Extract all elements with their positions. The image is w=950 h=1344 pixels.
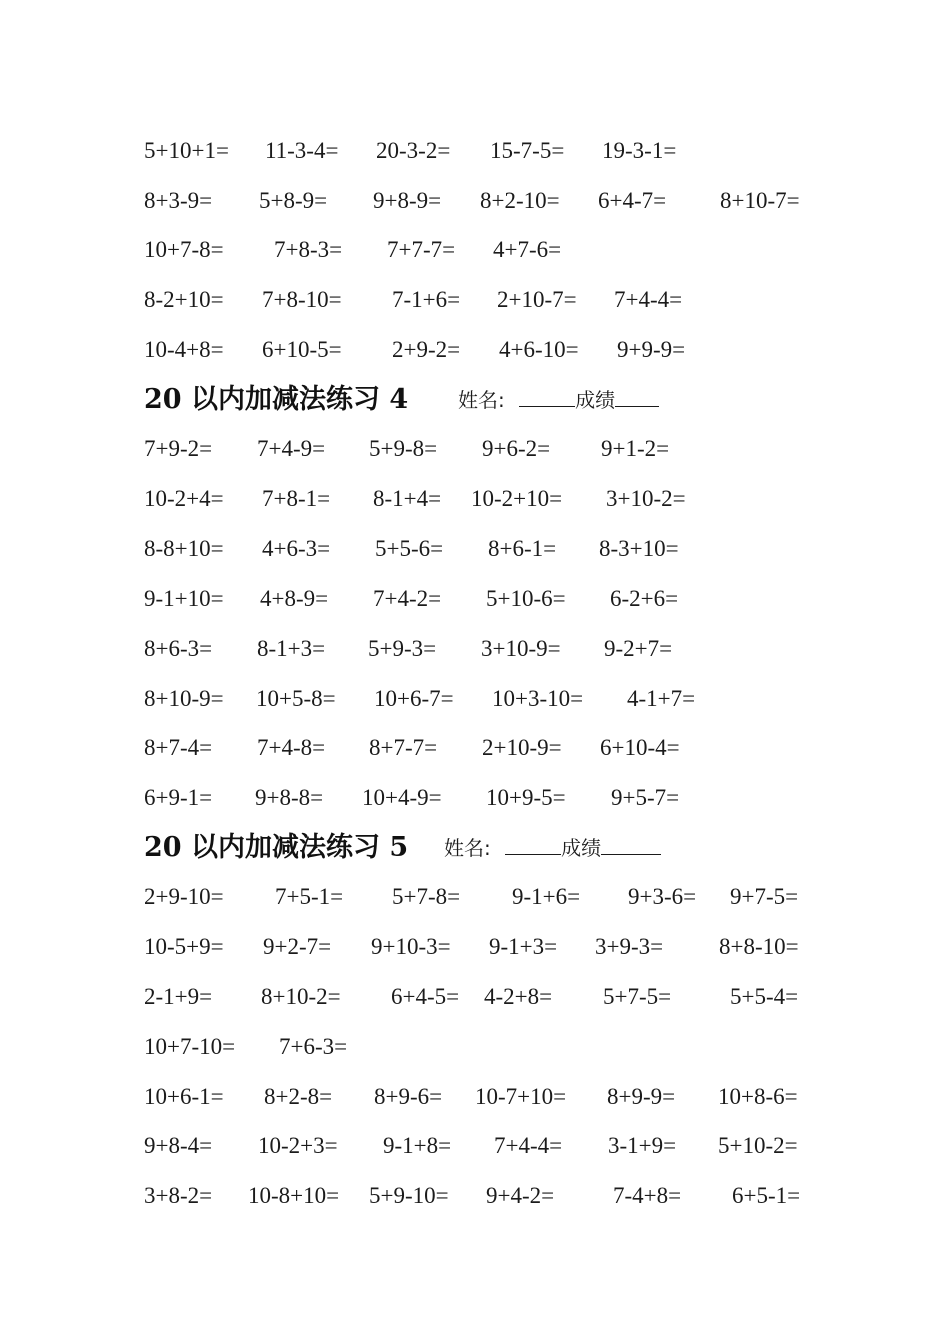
problem: 10-7+10=	[475, 1084, 567, 1109]
problem: 7+8-10=	[262, 287, 342, 312]
name-label: 姓名:	[458, 388, 505, 412]
problem-row	[0, 280, 950, 320]
score-blank[interactable]	[601, 840, 661, 855]
name-blank[interactable]	[505, 840, 561, 855]
problem: 3-1+9=	[608, 1133, 677, 1158]
problem: 7-4+8=	[613, 1183, 682, 1208]
problem: 9+9-9=	[617, 337, 686, 362]
problem-row	[0, 1176, 950, 1216]
problem-row	[0, 1077, 950, 1117]
problem: 10-2+10=	[471, 486, 563, 511]
problem: 10+3-10=	[492, 686, 584, 711]
problem: 10-2+4=	[144, 486, 224, 511]
sheet-heading	[0, 378, 950, 422]
problem-row	[0, 429, 950, 469]
problem: 9+7-5=	[730, 884, 799, 909]
problem: 10-2+3=	[258, 1133, 338, 1158]
problem: 7+7-7=	[387, 237, 456, 262]
problem: 7+4-8=	[257, 735, 326, 760]
problem: 10+5-8=	[256, 686, 336, 711]
problem: 3+8-2=	[144, 1183, 213, 1208]
problem: 9-1+6=	[512, 884, 581, 909]
name-label: 姓名:	[444, 836, 491, 860]
problem: 7+6-3=	[279, 1034, 348, 1059]
score-label: 成绩	[561, 836, 602, 860]
problem: 2+10-7=	[497, 287, 577, 312]
sheet-heading	[0, 826, 950, 870]
problem: 8+6-3=	[144, 636, 213, 661]
problem: 9-1+8=	[383, 1133, 452, 1158]
problem: 9+8-4=	[144, 1133, 213, 1158]
problem: 10+6-1=	[144, 1084, 224, 1109]
problem: 10+7-10=	[144, 1034, 236, 1059]
problem: 9+6-2=	[482, 436, 551, 461]
problem: 9-2+7=	[604, 636, 673, 661]
problem: 6+9-1=	[144, 785, 213, 810]
problem: 4+8-9=	[260, 586, 329, 611]
problem: 7+5-1=	[275, 884, 344, 909]
problem: 5+5-6=	[375, 536, 444, 561]
problem: 10+7-8=	[144, 237, 224, 262]
problem-row	[0, 131, 950, 171]
problem-row	[0, 1126, 950, 1166]
problem-row	[0, 1027, 950, 1067]
problem: 5+10-2=	[718, 1133, 798, 1158]
problem: 7+8-3=	[274, 237, 343, 262]
problem: 8+10-2=	[261, 984, 341, 1009]
problem: 8+10-7=	[720, 188, 800, 213]
problem: 7+4-9=	[257, 436, 326, 461]
problem: 4+6-10=	[499, 337, 579, 362]
problem: 2-1+9=	[144, 984, 213, 1009]
problem-row	[0, 181, 950, 221]
problem-row	[0, 877, 950, 917]
problem: 5+9-3=	[368, 636, 437, 661]
problem-row	[0, 629, 950, 669]
problem-row	[0, 927, 950, 967]
problem: 10-4+8=	[144, 337, 224, 362]
problem: 8+2-8=	[264, 1084, 333, 1109]
problem: 8+2-10=	[480, 188, 560, 213]
name-score-fields	[458, 378, 659, 422]
problem: 10+6-7=	[374, 686, 454, 711]
problem-row	[0, 728, 950, 768]
problem-row	[0, 479, 950, 519]
problem-row	[0, 529, 950, 569]
problem: 7+4-4=	[494, 1133, 563, 1158]
problem: 2+9-2=	[392, 337, 461, 362]
problem-row	[0, 679, 950, 719]
problem: 9-1+3=	[489, 934, 558, 959]
problem: 8-2+10=	[144, 287, 224, 312]
problem: 5+9-8=	[369, 436, 438, 461]
problem: 5+9-10=	[369, 1183, 449, 1208]
problem: 8+7-4=	[144, 735, 213, 760]
problem: 7+8-1=	[262, 486, 331, 511]
problem: 8-1+3=	[257, 636, 326, 661]
problem: 9+8-9=	[373, 188, 442, 213]
score-label: 成绩	[575, 388, 616, 412]
problem: 4-2+8=	[484, 984, 553, 1009]
problem: 9+5-7=	[611, 785, 680, 810]
problem: 19-3-1=	[602, 138, 677, 163]
problem: 20-3-2=	[376, 138, 451, 163]
problem: 6+5-1=	[732, 1183, 801, 1208]
problem: 4+7-6=	[493, 237, 562, 262]
problem: 5+10+1=	[144, 138, 229, 163]
problem: 5+8-9=	[259, 188, 328, 213]
problem: 10+4-9=	[362, 785, 442, 810]
problem: 5+10-6=	[486, 586, 566, 611]
problem: 7+9-2=	[144, 436, 213, 461]
problem: 3+10-2=	[606, 486, 686, 511]
problem: 10+9-5=	[486, 785, 566, 810]
problem: 5+7-8=	[392, 884, 461, 909]
problem: 9+10-3=	[371, 934, 451, 959]
problem: 6+10-4=	[600, 735, 680, 760]
problem: 9+4-2=	[486, 1183, 555, 1208]
problem: 10-5+9=	[144, 934, 224, 959]
problem: 7+4-4=	[614, 287, 683, 312]
problem: 15-7-5=	[490, 138, 565, 163]
problem-row	[0, 579, 950, 619]
problem: 9-1+10=	[144, 586, 224, 611]
problem: 6+10-5=	[262, 337, 342, 362]
problem: 4+6-3=	[262, 536, 331, 561]
problem: 8+3-9=	[144, 188, 213, 213]
problem: 11-3-4=	[265, 138, 339, 163]
sheet-title: 20 以内加减法练习 5	[144, 832, 409, 863]
problem: 6+4-5=	[391, 984, 460, 1009]
problem: 8+9-9=	[607, 1084, 676, 1109]
problem: 3+9-3=	[595, 934, 664, 959]
problem: 8+9-6=	[374, 1084, 443, 1109]
problem: 10+8-6=	[718, 1084, 798, 1109]
problem: 9+3-6=	[628, 884, 697, 909]
problem-row	[0, 977, 950, 1017]
problem-row	[0, 230, 950, 270]
problem: 9+2-7=	[263, 934, 332, 959]
problem: 8+6-1=	[488, 536, 557, 561]
problem: 4-1+7=	[627, 686, 696, 711]
problem: 5+5-4=	[730, 984, 799, 1009]
problem: 3+10-9=	[481, 636, 561, 661]
problem: 7-1+6=	[392, 287, 461, 312]
problem: 8-1+4=	[373, 486, 442, 511]
name-blank[interactable]	[519, 392, 575, 407]
problem: 7+4-2=	[373, 586, 442, 611]
score-blank[interactable]	[615, 392, 659, 407]
problem: 8+10-9=	[144, 686, 224, 711]
problem: 10-8+10=	[248, 1183, 340, 1208]
problem: 6-2+6=	[610, 586, 679, 611]
problem-row	[0, 330, 950, 370]
problem: 6+4-7=	[598, 188, 667, 213]
problem: 9+8-8=	[255, 785, 324, 810]
sheet-title: 20 以内加减法练习 4	[144, 384, 409, 415]
problem: 8-3+10=	[599, 536, 679, 561]
problem: 8+8-10=	[719, 934, 799, 959]
problem: 8-8+10=	[144, 536, 224, 561]
problem: 2+9-10=	[144, 884, 224, 909]
name-score-fields	[444, 826, 661, 870]
problem: 8+7-7=	[369, 735, 438, 760]
problem: 9+1-2=	[601, 436, 670, 461]
problem: 5+7-5=	[603, 984, 672, 1009]
problem: 2+10-9=	[482, 735, 562, 760]
problem-row	[0, 778, 950, 818]
